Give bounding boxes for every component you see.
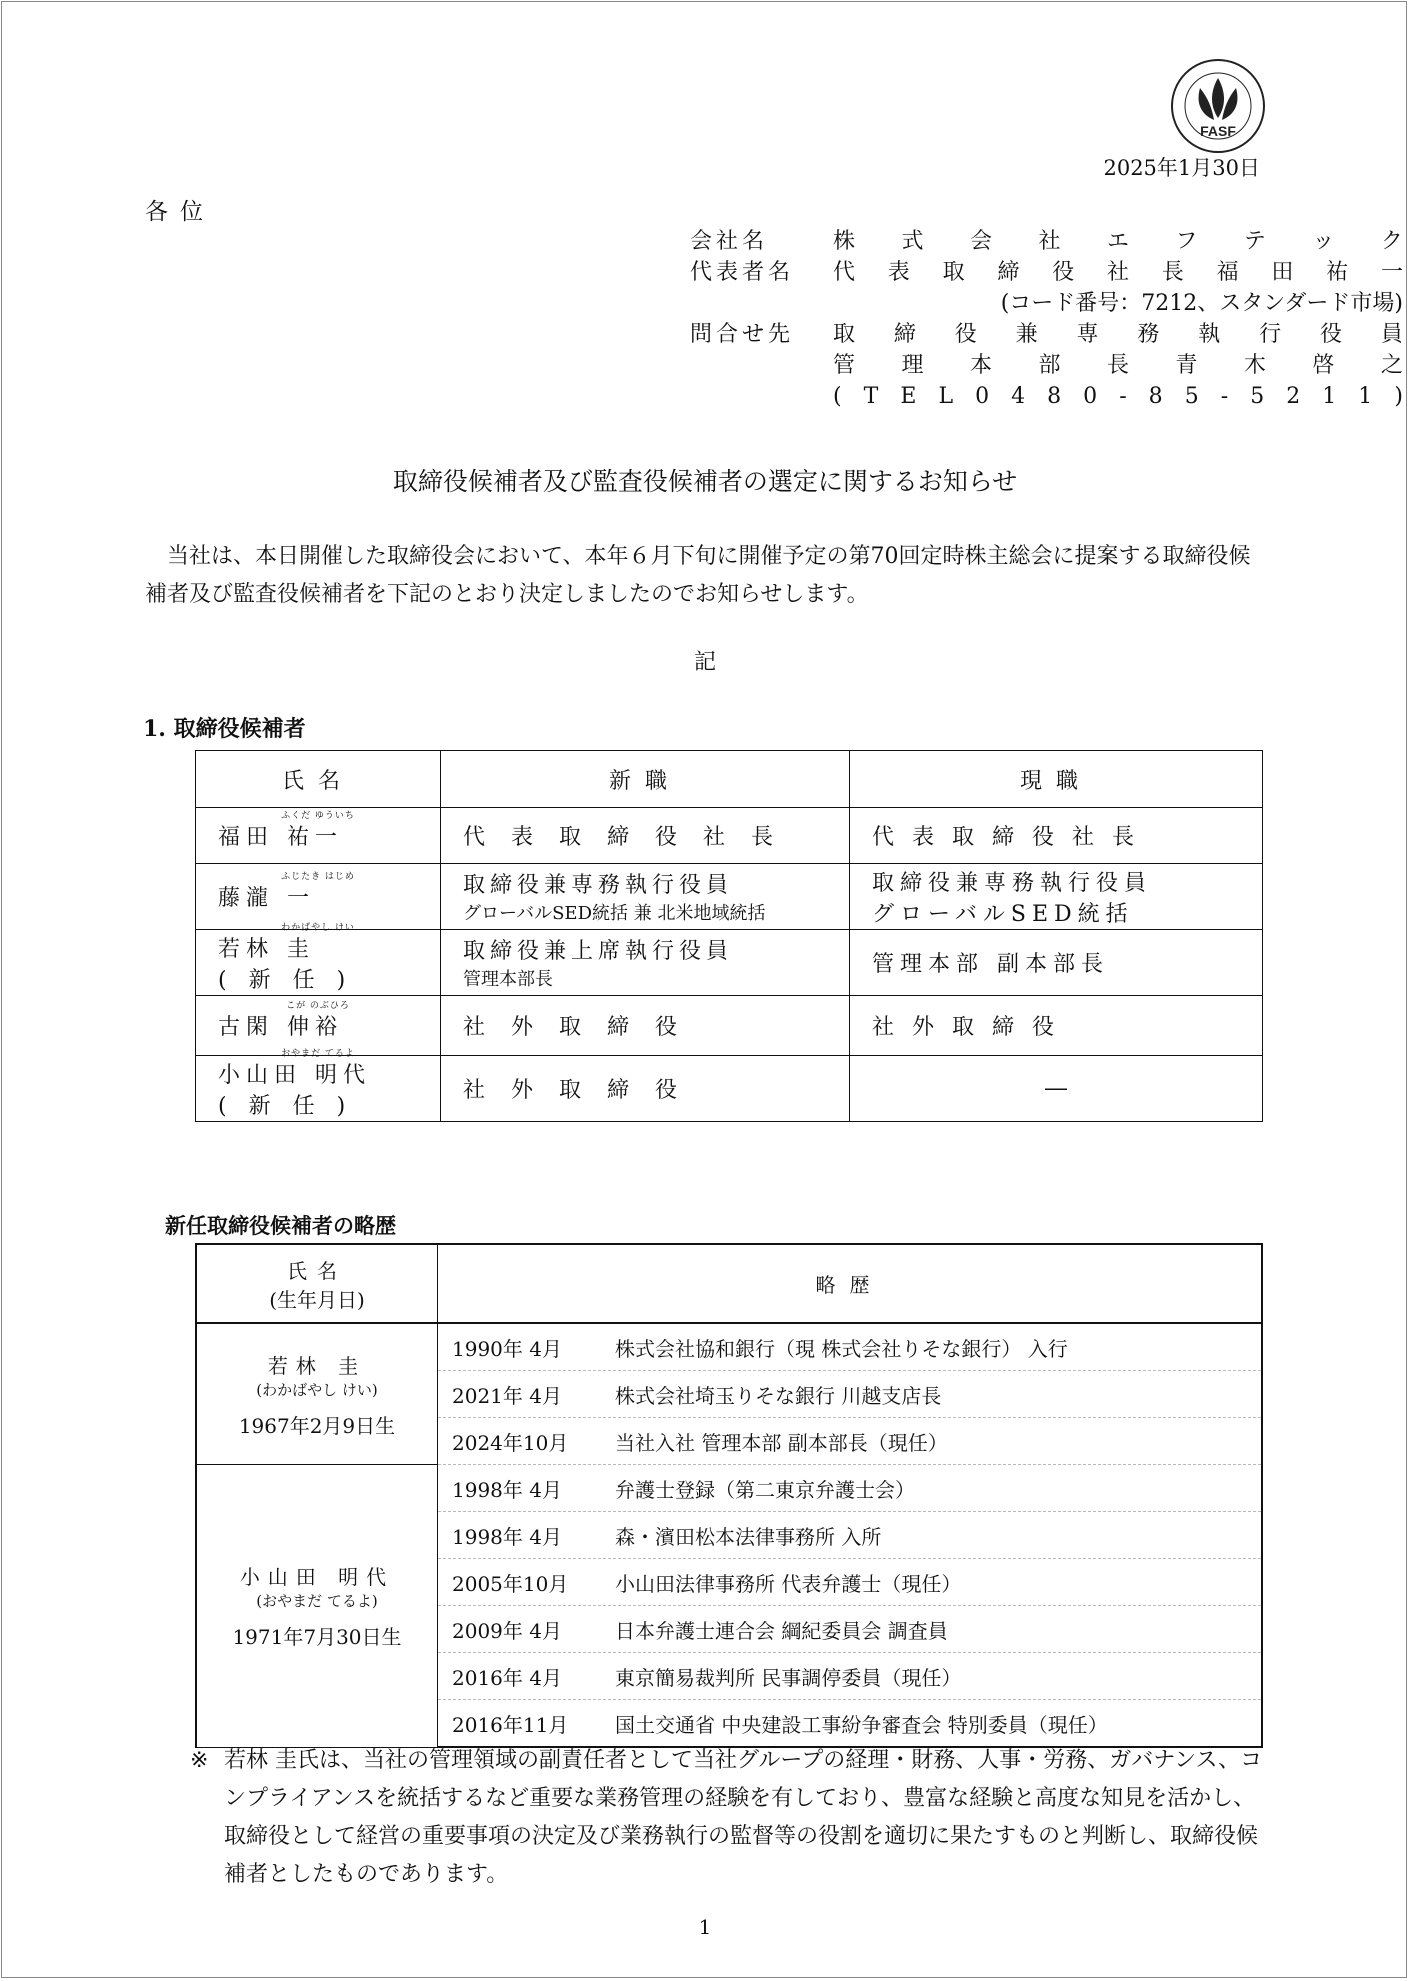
history-date: 2016年 4月	[452, 1665, 562, 1690]
header-current-position: 現職	[850, 751, 1263, 808]
candidate-name-text: 福田 祐一	[218, 825, 343, 850]
new-position-line: 代表取締役社長	[463, 825, 800, 850]
person-cell	[196, 1323, 438, 1465]
history-entry	[438, 1700, 1263, 1748]
career-history-table	[195, 1243, 1263, 1748]
history-text: 当社入社 管理本部 副本部長（現任）	[615, 1430, 948, 1455]
history-date: 2005年10月	[452, 1571, 569, 1596]
history-text: 株式会社協和銀行（現 株式会社りそな銀行） 入行	[615, 1336, 1068, 1361]
history-text: 小山田法律事務所 代表弁護士（現任）	[615, 1571, 962, 1596]
history-entry	[438, 1323, 1263, 1371]
history-entry	[438, 1606, 1263, 1653]
note-text: 若林 圭氏は、当社の管理領域の副責任者として当社グループの経理・財務、人事・労務、ガバナンス、コンプライアンスを統括するなど重要な業務管理の経験を有しており、豊富な経験と高度な知見を活かし、取締役として経営の重要事項の決定及び業務執行の監督等の役割を適切に果たすものと判断し、取締役候補者としたものであります。	[224, 1748, 1263, 1887]
person-name: 小山田 明代	[239, 1565, 395, 1590]
document-date: 2025年1月30日	[1103, 156, 1260, 180]
candidate-name-text: 小山田 明代	[218, 1062, 371, 1088]
candidate-new-position	[441, 1056, 850, 1122]
new-position-line: 取締役兼上席執行役員	[463, 939, 734, 964]
candidate-row	[196, 808, 1263, 864]
candidate-row	[196, 930, 1263, 996]
header-name-birth	[196, 1244, 438, 1323]
current-position-line: 社外取締役	[872, 1015, 1073, 1040]
current-position-line: 代表取締役社長	[872, 825, 1153, 850]
candidate-new-position	[441, 808, 850, 864]
candidate-ruby: ふくだ ゆういち	[281, 811, 355, 821]
candidate-current-position	[850, 996, 1263, 1056]
document-title: 取締役候補者及び監査役候補者の選定に関するお知らせ	[392, 467, 1018, 496]
history-date: 1990年 4月	[452, 1336, 562, 1361]
history-row	[196, 1465, 1262, 1512]
person-kana: (わかばやし けい)	[256, 1380, 378, 1399]
candidate-name-cell	[196, 1048, 441, 1122]
candidate-name	[218, 922, 418, 963]
company-info-row	[690, 381, 1403, 412]
candidate-name	[218, 811, 418, 851]
history-text: 国土交通省 中央建設工事紛争審査会 特別委員（現任）	[615, 1712, 1108, 1737]
current-position-line: 取締役兼専務執行役員	[872, 870, 1153, 896]
history-date: 2016年11月	[452, 1712, 569, 1737]
candidate-current-position	[850, 1056, 1263, 1122]
history-entry	[438, 1653, 1263, 1700]
company-info-row	[690, 350, 1403, 381]
candidate-row	[196, 1056, 1263, 1122]
candidate-ruby: こが のぶひろ	[286, 1001, 350, 1011]
company-info-row	[690, 226, 1403, 257]
new-position-line: 管理本部長	[463, 969, 553, 990]
history-entry	[438, 1559, 1263, 1606]
history-text: 弁護士登録（第二東京弁護士会）	[615, 1477, 915, 1502]
section-2-heading: 新任取締役候補者の略歴	[165, 1213, 396, 1238]
company-info-label: 問合せ先	[690, 322, 795, 347]
history-text: 株式会社埼玉りそな銀行 川越支店長	[615, 1383, 942, 1408]
footnote	[190, 1742, 1270, 1894]
section-1-heading: 1. 取締役候補者	[143, 716, 306, 742]
header-name: 氏名	[196, 751, 441, 808]
fasf-logo	[1170, 58, 1266, 154]
company-info-row	[690, 257, 1403, 288]
candidate-ruby: おやまだ てるよ	[281, 1048, 355, 1059]
company-info-value: ( T E L 0 4 8 0 - 8 5 - 5 2 1 1 )	[833, 384, 1403, 409]
history-text: 森・濱田松本法律事務所 入所	[615, 1524, 882, 1549]
company-info-label	[690, 381, 833, 412]
history-entry	[438, 1371, 1263, 1418]
addressee: 各位	[145, 199, 215, 225]
history-date: 2021年 4月	[452, 1383, 562, 1408]
company-info-row	[690, 319, 1403, 350]
person-name: 若林 圭	[267, 1353, 367, 1378]
new-position-line: グローバルSED統括 兼 北米地域統括	[463, 903, 766, 924]
header-history: 略歴	[438, 1244, 1263, 1323]
candidate-new-tag: (新任)	[218, 1093, 368, 1119]
candidate-name	[218, 872, 418, 912]
new-position-line: 社外取締役	[463, 1015, 704, 1040]
company-info-value: 株 式 会 社 エ フ テ ッ ク	[833, 229, 1403, 254]
company-info-label: 代表者名	[690, 260, 795, 285]
company-info-label	[690, 350, 833, 381]
page-number: 1	[698, 1915, 712, 1939]
candidate-ruby: わかばやし けい	[281, 922, 355, 933]
candidate-new-tag: (新任)	[218, 967, 368, 993]
person-cell	[196, 1465, 438, 1748]
header-birth-label: (生年月日)	[269, 1287, 365, 1312]
current-position-line: ―	[1045, 1076, 1067, 1101]
history-text: 日本弁護士連合会 綱紀委員会 調査員	[615, 1618, 948, 1643]
candidate-name	[218, 1001, 418, 1041]
candidate-name-text: 古閑 伸裕	[218, 1015, 343, 1040]
candidate-current-position	[850, 930, 1263, 996]
intro-paragraph: 当社は、本日開催した取締役会において、本年６月下旬に開催予定の第70回定時株主総会に提案する取締役候補者及び監査役候補者を下記のとおり決定しましたのでお知らせします。	[145, 544, 1251, 607]
candidate-name-text: 若林 圭	[218, 936, 315, 962]
director-candidates-table	[195, 750, 1263, 1122]
candidate-ruby: ふじたき はじめ	[281, 872, 355, 882]
history-date: 2009年 4月	[452, 1618, 562, 1643]
candidate-name-text: 藤瀧 一	[218, 886, 315, 911]
history-row	[196, 1323, 1262, 1371]
company-info-value: 代 表 取 締 役 社 長 福 田 祐 一	[833, 260, 1403, 285]
ki-marker: 記	[693, 650, 716, 675]
person-birthdate: 1967年2月9日生	[238, 1413, 396, 1438]
company-info-label	[690, 288, 833, 319]
header-new-position: 新職	[441, 751, 850, 808]
candidate-name	[218, 1048, 418, 1089]
company-info-value: 取 締 役 兼 専 務 執 行 役 員	[833, 322, 1403, 347]
history-date: 2024年10月	[452, 1430, 569, 1455]
candidate-new-position	[441, 930, 850, 996]
company-info-value: 管 理 本 部 長 青 木 啓 之	[833, 353, 1403, 378]
current-position-line: 管理本部 副本部長	[872, 952, 1109, 977]
history-text: 東京簡易裁判所 民事調停委員（現任）	[615, 1665, 962, 1690]
company-info-row	[690, 288, 1403, 319]
candidate-current-position	[850, 808, 1263, 864]
company-info	[690, 226, 1403, 412]
candidate-current-position	[850, 864, 1263, 930]
candidate-name-cell	[196, 808, 441, 864]
person-kana: (おやまだ てるよ)	[256, 1592, 378, 1611]
history-entry	[438, 1512, 1263, 1559]
history-date: 1998年 4月	[452, 1524, 562, 1549]
person-birthdate: 1971年7月30日生	[232, 1625, 402, 1650]
candidate-name-cell	[196, 922, 441, 996]
candidate-new-position	[441, 996, 850, 1056]
history-entry	[438, 1465, 1263, 1512]
current-position-line: グローバルSED統括	[872, 901, 1134, 927]
history-entry	[438, 1418, 1263, 1465]
new-position-line: 社外取締役	[463, 1078, 704, 1103]
new-position-line: 取締役兼専務執行役員	[463, 873, 734, 898]
logo-text: FASF	[1200, 123, 1236, 139]
header-name-label: 氏名	[287, 1258, 347, 1283]
company-info-value: (コード番号：7212、スタンダード市場)	[1000, 291, 1403, 316]
company-info-label: 会社名	[690, 229, 769, 254]
history-date: 1998年 4月	[452, 1477, 562, 1502]
candidate-new-position	[441, 864, 850, 930]
note-mark: ※	[190, 1748, 209, 1773]
